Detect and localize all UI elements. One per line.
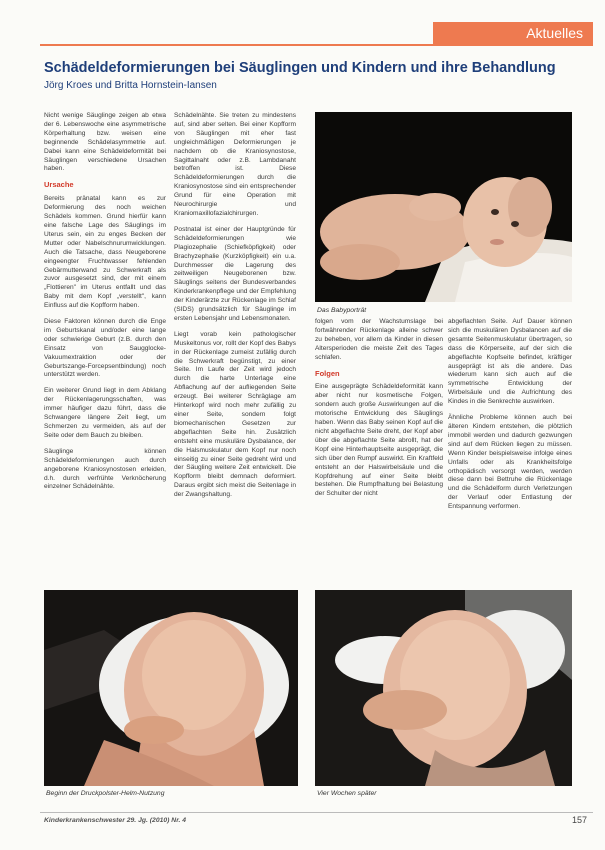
paragraph: abgeflachten Seite. Auf Dauer können sich die muskulären Dysbalancen auf die gesamte Seitenmuskulatur übertragen, so dass die Körperseite, auf der sich die abgeflachte Kopfseite befindet, kräftiger ausgeprägt ist als die andere. Das wiederum kann sich auch auf die symmetrische Entwicklung der Wirbelsäule und die Aufrichtung des Kindes in die Senkrechte auswirken. <box>448 318 572 406</box>
photo-caption-top: Das Babyporträt <box>317 307 367 314</box>
paragraph: Postnatal ist einer der Hauptgründe für Schädeldeformierungen wie Plagiozephalie (Schiefköpfigkeit) oder Brachyzephalie (Kurzköpfigkeit) ein u.a. Durchmesser die Lagerung des zeitweiligen Neugeborenen bzw. Säuglings seitens der Bundesverbandes Kinderkrankenpflege und der Empfehlung der Kinderärzte zur Rückenlage im Schlaf (SIDS) grundsätzlich für Säuglinge im ersten Lebensjahr und Lebensmonaten. <box>174 225 296 322</box>
paragraph: folgen vom der Wachstumslage bei fortwährender Rückenlage alleine schwer zu beheben, vor allem da Kinder in diesen Altersperioden die meiste Zeit des Tages schlafen. <box>315 318 443 361</box>
paragraph: Schädelnähte. Sie treten zu mindestens auf, sind aber selten. Bei einer Kopfform von Säuglingen mit eher fast ungleichmäßigen Deformierungen je nachdem ob die Kraniosynostose, Sagittalnaht oder z.B. Lambdanaht betroffen ist. Diese Schädeldeformierungen durch die Kraniosynostose sind ein entsprechender Grund für eine Operation mit Neurochirurgie und Kraniomaxillofazialchirurgen. <box>174 112 296 217</box>
paragraph: Liegt vorab kein pathologischer Muskeltonus vor, rollt der Kopf des Babys in der Rückenlage zumeist zufällig durch die Schwerkraft begünstigt, zu einer Seite. Im Laufe der Zeit wird jedoch durch die harte Unterlage eine Abflachung auf der aufliegenden Seite erzeugt. Bei weiterer Schräglage am Hinterkopf wird noch mehr zufällig zu einer Seite, sondern folgt biomechanischen Gesetzen zur abgeflachten Seite hin. Zusätzlich entsteht eine muskuläre Dysbalance, der die Halsmuskulatur dem Kopf nur noch einseitig zu einer Seite gedreht wird und der Säugling weitere Zeit entwickelt. Die Kopfform bleibt demnach deformiert. Daraus ergibt sich meist die Seitenlage in der Zwangshaltung. <box>174 330 296 499</box>
text-column-2 <box>174 112 296 565</box>
baby-head-top-photo-after <box>315 590 572 786</box>
paragraph: Bereits pränatal kann es zur Deformierung des noch weichen Schädels kommen. Grund hierfür kann eine falsche Lage des Säuglings im Uterus sein, ein zu enges Becken der Mutter oder Nabelschnurumwicklungen. Auch die Tatsache, dass Neugeborene eingeengter Fruchtwasser fehlenden Gebärmutterwand zu Schwerkraft als zuvor ausgesetzt sind, der mit einem „Flottieren" im Uterus entfallt und das Baby mit dem Kopf „verstellt", kann Einfluss auf die Kopfform haben. <box>44 195 166 310</box>
article-title: Schädeldeformierungen bei Säuglingen und Kindern und ihre Behandlung <box>44 60 556 76</box>
article-authors: Jörg Kroes und Britta Hornstein-Iansen <box>44 80 217 91</box>
page-number: 157 <box>571 815 587 825</box>
intro-paragraph: Nicht wenige Säuglinge zeigen ab etwa der 6. Lebenswoche eine asymmetrische Körperhaltung bzw. weisen eine beginnende Schädelasymmetrie auf. Dabei kann eine Schädeldeformität bei Säuglingen verschiedene Ursachen haben. <box>44 112 166 173</box>
section-banner <box>433 22 593 44</box>
paragraph: Eine ausgeprägte Schädeldeformität kann aber nicht nur kosmetische Folgen, sondern auch große Auswirkungen auf die motorische Entwicklung des Säuglings haben. Wenn das Baby seinen Kopf auf die nicht abgeflachte Seite dreht, der Kopf aber über die abgeflachte Seite abrollt, hat der Kopf eine Hinterhauptseite ausgeprägt, die sich über den Rumpf auswirkt. Ein Kraftfeld entsteht an der Halswirbelsäule und die Kopfdrehung auf einer Seite bleibt bestehen. Die Rumpfhaltung bei Belastung der Schulter der nicht <box>315 383 443 498</box>
photo-caption-bottom-left: Beginn der Druckpolster-Helm-Nutzung <box>46 790 165 797</box>
text-column-1 <box>44 112 166 565</box>
paragraph: Säuglinge können Schädeldeformierungen auch durch angeborene Kraniosynostosen erleiden, d.h. durch verfrühte Verknöcherung einzelner Schädelnähte. <box>44 447 166 491</box>
text-column-4 <box>448 318 572 565</box>
section-heading-folgen: Folgen <box>315 368 340 378</box>
paragraph: Ähnliche Probleme können auch bei älteren Kindern entstehen, die plötzlich immobil werden und dadurch gezwungen sind auf dem Rücken liegen zu müssen. Wenn Kinder beispielsweise infolge eines Unfalls oder als Krankheitsfolge orthopädisch versorgt werden, werden diese dann bei Bettruhe die Rückenlage und die Schädelform durch Verletzungen der Verlauf oder Entlastung der Entspannung verformen. <box>448 414 572 511</box>
photo-caption-bottom-right: Vier Wochen später <box>317 790 377 797</box>
header-rule <box>40 44 593 46</box>
journal-footer: Kinderkrankenschwester 29. Jg. (2010) Nr. 4 <box>44 817 187 824</box>
section-heading-ursache: Ursache <box>44 180 74 190</box>
text-column-3 <box>315 318 443 565</box>
section-label: Aktuelles <box>526 25 583 41</box>
baby-head-top-photo-before <box>44 590 298 786</box>
paragraph: Diese Faktoren können durch die Enge im Geburtskanal und/oder eine lange oder schwierige Geburt (z.B. durch den Einsatz von Saugglocke-Vakuumextraktion oder der Geburtszange-Forcepsentbindung) noch unterstützt werden. <box>44 318 166 379</box>
baby-lying-photo <box>315 112 572 302</box>
paragraph: Ein weiterer Grund liegt in dem Abklang der Rückenlagerungsschaften, was immer häufiger dazu führt, dass die Schwangere längere Zeit liegt, um Schmerzen zu vermeiden, als auf der Seite oder dem Bauch zu bleiben. <box>44 387 166 439</box>
footer-rule <box>40 812 593 813</box>
